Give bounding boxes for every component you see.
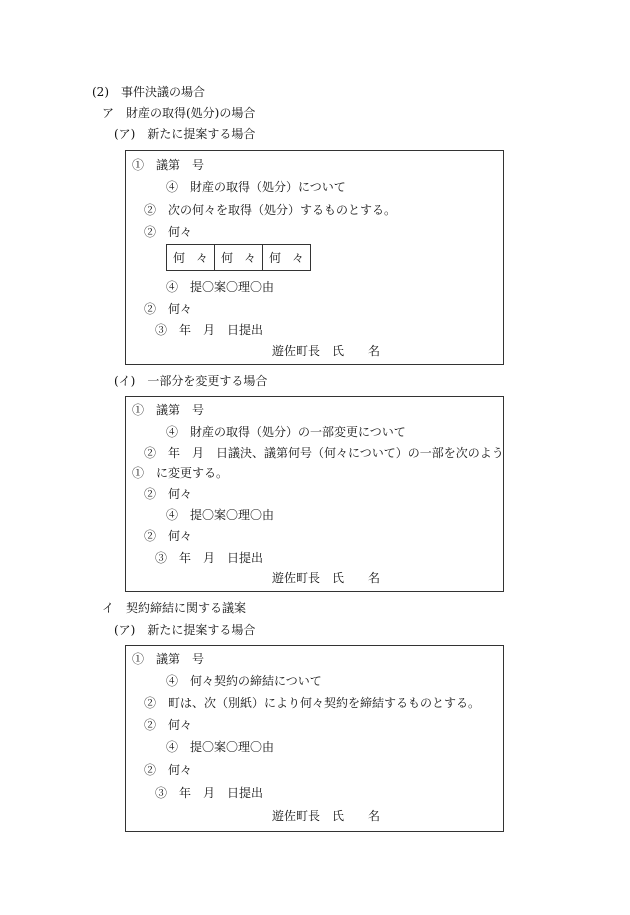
subsection-heading-a: ア 財産の取得(処分)の場合 [102,106,256,120]
box3-line-1: ① 議第 号 [132,652,205,666]
section-heading-2: (2) 事件決議の場合 [92,85,205,99]
box3-line-4: ② 何々 [144,718,193,732]
subsection-heading-b: イ 契約締結に関する議案 [102,601,247,615]
box3-line-5: ④ 提〇案〇理〇由 [166,740,275,754]
box1-line-5: ④ 提〇案〇理〇由 [166,280,275,294]
box1-item-table [166,244,311,271]
box2-line-8: ③ 年 月 日提出 [155,551,264,565]
box3-line-2: ④ 何々契約の締結について [166,674,322,688]
box3-signature: 遊佐町長 氏 名 [272,809,381,823]
box2-line-5: ② 何々 [144,487,193,501]
box2-line-2: ④ 財産の取得（処分）の一部変更について [166,425,406,439]
table-cell: 何 々 [215,245,263,271]
box3-line-6: ② 何々 [144,763,193,777]
box2-signature: 遊佐町長 氏 名 [272,571,381,585]
box1-signature: 遊佐町長 氏 名 [272,344,381,358]
box1-line-3: ② 次の何々を取得（処分）するものとする。 [144,203,397,217]
table-row [167,245,311,271]
box2-line-3: ② 年 月 日議決、議第何号（何々について）の一部を次のよう [144,446,504,460]
box1-line-4: ② 何々 [144,225,193,239]
box3-line-7: ③ 年 月 日提出 [155,786,264,800]
table-cell: 何 々 [263,245,311,271]
subsubsection-heading-a1: (ア) 新たに提案する場合 [114,127,256,141]
box3-line-3: ② 町は、次（別紙）により何々契約を締結するものとする。 [144,696,481,710]
table-cell: 何 々 [167,245,215,271]
box2-line-6: ④ 提〇案〇理〇由 [166,508,275,522]
box2-line-4: ① に変更する。 [132,466,229,480]
subsubsection-heading-a2: (イ) 一部分を変更する場合 [114,374,268,388]
box1-line-1: ① 議第 号 [132,158,205,172]
box2-line-1: ① 議第 号 [132,403,205,417]
box1-line-2: ④ 財産の取得（処分）について [166,180,346,194]
box2-line-7: ② 何々 [144,529,193,543]
box1-line-6: ② 何々 [144,302,193,316]
box1-line-7: ③ 年 月 日提出 [155,323,264,337]
subsubsection-heading-b1: (ア) 新たに提案する場合 [114,623,256,637]
